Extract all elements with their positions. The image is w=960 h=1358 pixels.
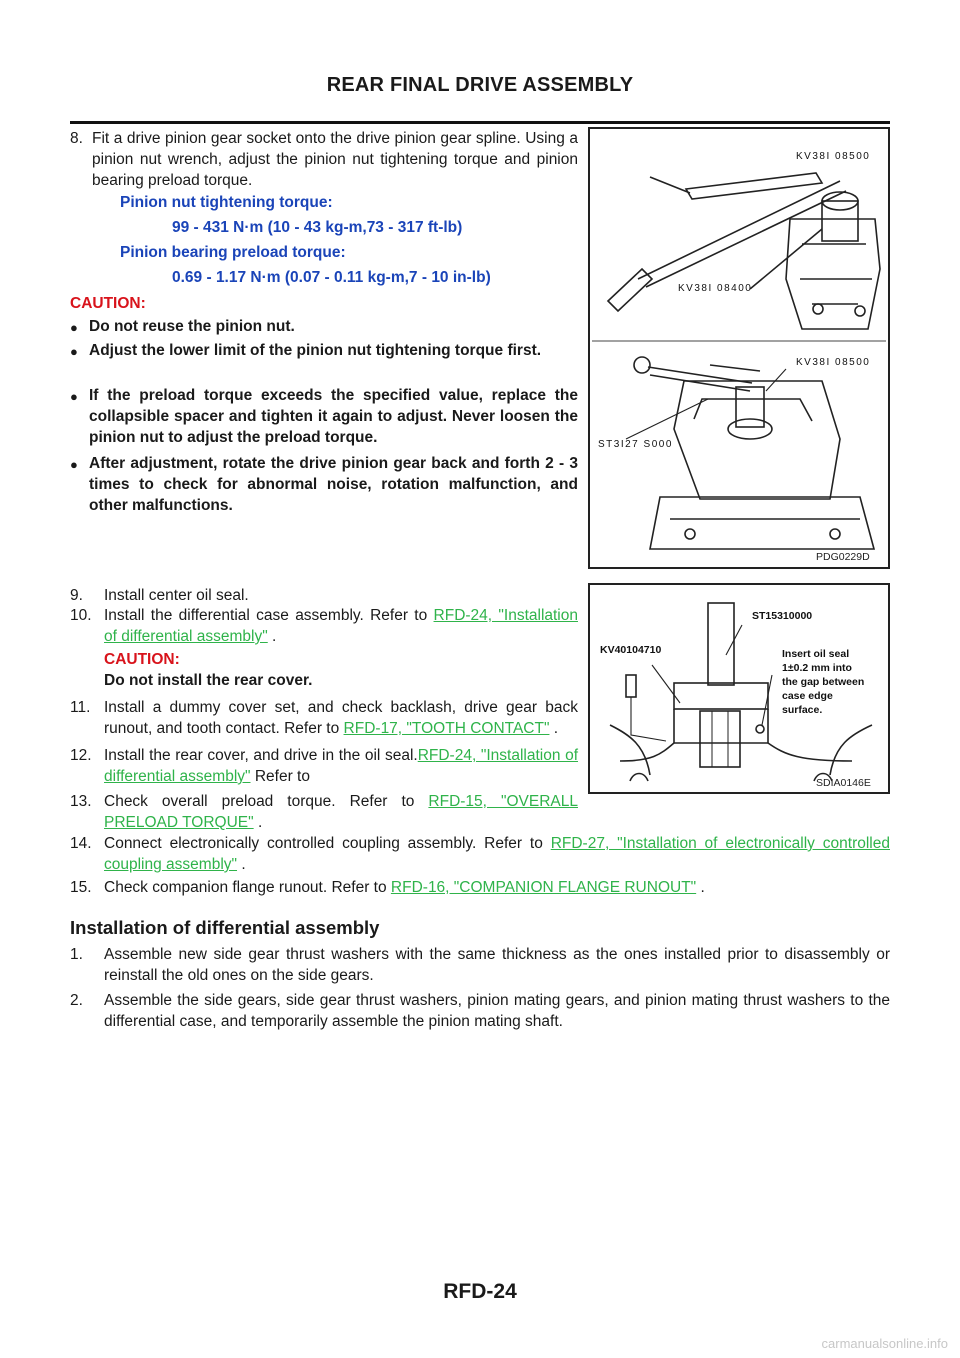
- step-15: [70, 877, 890, 898]
- link-rfd-17-tooth-contact[interactable]: RFD-17, "TOOTH CONTACT": [343, 720, 550, 737]
- section-step-1: [70, 944, 890, 986]
- step-number: 14.: [70, 835, 92, 852]
- step-text: Install the rear cover, and drive in the oil seal.: [104, 747, 418, 764]
- tool-label: ST3I27 S000: [598, 439, 673, 450]
- step-number: 9.: [70, 587, 83, 604]
- step-number: 10.: [70, 607, 92, 624]
- tool-label: KV38I 08400: [678, 283, 753, 294]
- instruction-note: Insert oil seal 1±0.2 mm into the gap between case edge surface.: [782, 648, 865, 716]
- step-text: Install center oil seal.: [104, 587, 249, 604]
- step-8: [70, 128, 578, 191]
- title-rule: [70, 121, 890, 124]
- link-rfd-24-installation[interactable]: RFD-24, "Installation of differential assembly": [104, 747, 579, 785]
- spec-value: 99 - 431 N·m (10 - 43 kg-m,73 - 317 ft-lb): [172, 219, 463, 236]
- tool-label: KV38I 08500: [796, 357, 871, 368]
- caution-label: CAUTION:: [70, 295, 146, 312]
- step-number: 11.: [70, 699, 91, 716]
- step-number: 1.: [70, 946, 83, 963]
- section-heading: Installation of differential assembly: [70, 917, 380, 938]
- step-text: Assemble new side gear thrust washers with the same thickness as the ones installed prior to disassembly or reinstall the old ones on the side gears.: [104, 946, 890, 984]
- step-number: 8.: [70, 130, 83, 147]
- step-text: Install a dummy cover set, and check backlash, drive gear back runout, and tooth contact. Refer to: [104, 699, 578, 737]
- caution-item: [70, 340, 578, 361]
- caution-text: Adjust the lower limit of the pinion nut tightening torque first.: [89, 342, 542, 359]
- step-number: 12.: [70, 747, 92, 764]
- step-text: Install the differential case assembly. Refer to: [104, 607, 434, 624]
- link-rfd-27-coupling[interactable]: RFD-27, "Installation of electronically controlled coupling assembly": [104, 835, 890, 873]
- step-11: [70, 697, 578, 739]
- watermark: carmanualsonline.info: [821, 1336, 948, 1351]
- figure-pinion-wrench: [588, 127, 890, 569]
- step-text-after: .: [267, 628, 277, 645]
- step-text-after: Refer to: [250, 768, 310, 785]
- step-text: Fit a drive pinion gear socket onto the drive pinion gear spline. Using a pinion nut wrench, adjust the pinion nut tightening torque and pinion bearing preload torque.: [92, 130, 578, 189]
- caution-text: If the preload torque exceeds the specified value, replace the collapsible spacer and tighten it again to adjust. Never loosen the pinion nut to adjust the preload torque.: [89, 387, 578, 446]
- page-title: REAR FINAL DRIVE ASSEMBLY: [326, 74, 634, 96]
- step-text-after: .: [253, 814, 263, 831]
- figure-oil-seal: [588, 583, 890, 794]
- bullet-icon: ●: [70, 389, 78, 404]
- tool-label: KV40104710: [600, 644, 662, 656]
- step-12: [70, 745, 578, 787]
- link-rfd-24-installation[interactable]: RFD-24, "Installation of differential assembly": [104, 607, 578, 645]
- step-text-after: .: [237, 856, 246, 873]
- caution-text: After adjustment, rotate the drive pinion gear back and forth 2 - 3 times to check for abnormal noise, rotation malfunction, and other malfunctions.: [89, 455, 578, 514]
- tool-label: ST15310000: [752, 610, 813, 622]
- spec-label: Pinion nut tightening torque:: [120, 194, 333, 211]
- step-13: [70, 791, 578, 833]
- wrench-illustration: [590, 129, 888, 567]
- step-text: Connect electronically controlled coupling assembly. Refer to: [104, 835, 551, 852]
- bullet-icon: ●: [70, 320, 78, 335]
- page-number: RFD-24: [443, 1280, 517, 1303]
- step-text: Check overall preload torque. Refer to: [104, 793, 429, 810]
- caution-label: CAUTION:: [104, 651, 180, 668]
- step-14: [70, 833, 890, 875]
- step-9: [70, 585, 578, 606]
- step-text: Assemble the side gears, side gear thrust washers, pinion mating gears, and pinion mating thrust washers to the differential case, and temporarily assemble the pinion mating shaft.: [104, 992, 890, 1030]
- step-text-after: .: [549, 720, 559, 737]
- step-number: 15.: [70, 879, 92, 896]
- step-text: Check companion flange runout. Refer to: [104, 879, 391, 896]
- figure-code: SDIA0146E: [816, 777, 871, 789]
- caution-text: Do not reuse the pinion nut.: [89, 318, 295, 335]
- section-step-2: [70, 990, 890, 1032]
- figure-code: PDG0229D: [816, 551, 870, 563]
- caution-item: [70, 316, 578, 337]
- step-text-after: .: [696, 879, 705, 896]
- bullet-icon: ●: [70, 344, 78, 359]
- caution-text: Do not install the rear cover.: [104, 672, 313, 689]
- caution-item: [70, 385, 578, 448]
- link-rfd-15-overall-preload[interactable]: RFD-15, "OVERALL PRELOAD TORQUE": [104, 793, 578, 831]
- link-rfd-16-companion-flange[interactable]: RFD-16, "COMPANION FLANGE RUNOUT": [390, 879, 697, 896]
- caution-item: [70, 453, 578, 516]
- step-number: 2.: [70, 992, 83, 1009]
- spec-value: 0.69 - 1.17 N·m (0.07 - 0.11 kg-m,7 - 10 in-lb): [172, 269, 491, 286]
- step-number: 13.: [70, 793, 92, 810]
- bullet-icon: ●: [70, 457, 78, 472]
- step-10: [70, 605, 578, 647]
- spec-label: Pinion bearing preload torque:: [120, 244, 346, 261]
- tool-label: KV38I 08500: [796, 151, 871, 162]
